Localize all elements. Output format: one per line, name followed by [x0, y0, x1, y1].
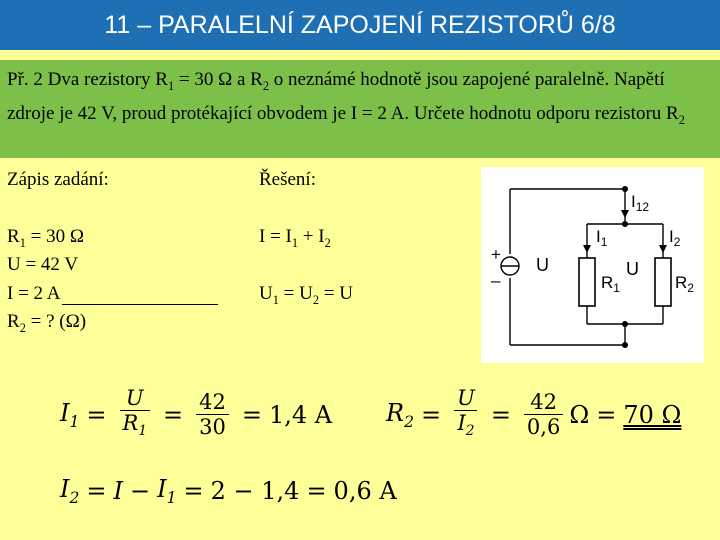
given-heading: Zápis zadání: — [7, 169, 109, 190]
given-r1: $R_1 = 30$ Ω — [7, 226, 84, 250]
given-u: U = 42 V — [7, 254, 79, 275]
label-u-branch: U — [626, 259, 639, 279]
circuit-diagram — [481, 167, 704, 363]
formula-i1: $I_1$ = $\frac{U}{R_1}$ = $\frac{42}{30}$ = 1,4 A — [60, 386, 332, 443]
given-r2: $R_2$ = ? (Ω) — [7, 311, 87, 335]
solution-eq-current: $I = I_1 + I_2$ — [259, 226, 331, 250]
label-r1: $R_1$ — [601, 273, 620, 295]
solution-heading: Řešení: — [259, 169, 316, 190]
solution-eq-voltage: $U_1 = U_2 = U$ — [259, 283, 353, 307]
label-minus: – — [491, 271, 501, 290]
label-u-source: U — [536, 255, 549, 275]
formula-r2: $R_2$ = $\frac{U}{I_2}$ = $\frac{42}{0,6}$ Ω = 70 Ω — [386, 386, 681, 443]
label-i1: $I_1$ — [596, 227, 608, 249]
slide-title: 11 – PARALELNÍ ZAPOJENÍ REZISTORŮ 6/8 — [0, 0, 720, 50]
label-r2: $R_2$ — [675, 273, 694, 295]
label-plus: + — [491, 245, 501, 264]
given-i: I = 2 A — [7, 283, 61, 304]
given-underline — [62, 304, 218, 305]
label-i12: $I_{12}$ — [631, 192, 650, 214]
label-i2: $I_2$ — [669, 227, 681, 249]
task-text: Př. 2 Dva rezistory $R_1 = 30$ Ω a $R_2$ o neznámé hodnotě jsou zapojené paralelně. Napětí zdroje je 42 V, proud protékající obvodem je I = 2 A. Určete hodnotu odporu rezistoru $R_2$ — [7, 69, 685, 127]
formula-i2: $I_2$ = I − $I_1$ = 2 − 1,4 = 0,6 A — [60, 475, 397, 507]
